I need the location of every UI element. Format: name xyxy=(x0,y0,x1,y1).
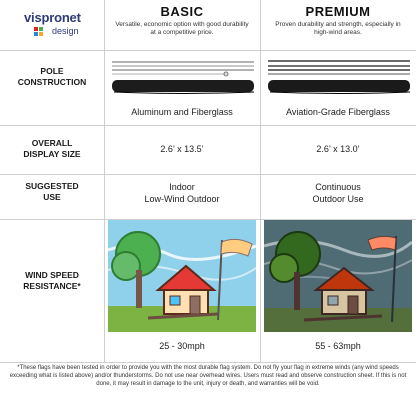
row-divider xyxy=(0,50,416,51)
basic-material: Aluminum and Fiberglass xyxy=(131,107,233,117)
label-line: SUGGESTED xyxy=(25,181,79,191)
basic-wind-speed: 25 - 30mph xyxy=(159,341,205,351)
basic-pole-kit-image xyxy=(108,56,256,96)
premium-use xyxy=(260,181,416,205)
row-divider xyxy=(0,362,416,363)
premium-material: Aviation-Grade Fiberglass xyxy=(286,107,390,117)
basic-title: BASIC xyxy=(160,4,204,19)
pole-construction-label xyxy=(0,66,104,88)
logo-squares-icon xyxy=(34,27,48,37)
basic-wind-illustration xyxy=(108,220,256,332)
wind-speed-label xyxy=(0,270,104,292)
premium-description: Proven durability and strength, especially in high-wind areas. xyxy=(275,21,401,36)
logo-wordmark: vispronet xyxy=(24,10,81,25)
basic-size: 2.6’ x 13.5’ xyxy=(160,144,204,154)
premium-wind-illustration xyxy=(264,220,412,332)
label-line: CONSTRUCTION xyxy=(17,77,87,87)
logo-subtitle: design xyxy=(52,26,79,36)
display-size-label xyxy=(0,138,104,160)
wind-disclaimer: *These flags have been tested in order to provide you with the most durable flag system. Do not fly your flag in extreme winds (any wind speeds exceeding what is listed above) and/or thunderstorms. Do not use near overhead wires. Users must read and observe construction sheet. If this is not done, it may result in damage to the unit, injury or death, and warranties will be void. xyxy=(9,365,407,387)
row-divider xyxy=(0,125,416,126)
label-line: RESISTANCE* xyxy=(23,281,81,291)
basic-description: Versatile, economic option with good durability at a competitive price. xyxy=(115,21,249,36)
label-line: OVERALL xyxy=(31,138,73,148)
use-line: Outdoor Use xyxy=(312,194,364,204)
label-line: POLE xyxy=(40,66,64,76)
use-line: Indoor xyxy=(169,182,195,192)
premium-size: 2.6’ x 13.0’ xyxy=(316,144,360,154)
premium-title: PREMIUM xyxy=(305,4,371,19)
premium-wind-speed: 55 - 63mph xyxy=(315,341,361,351)
label-line: WIND SPEED xyxy=(25,270,79,280)
row-divider xyxy=(0,174,416,175)
label-line: DISPLAY SIZE xyxy=(23,149,81,159)
label-line: USE xyxy=(43,192,61,202)
use-line: Low-Wind Outdoor xyxy=(144,194,220,204)
premium-pole-kit-image xyxy=(264,56,412,96)
basic-use xyxy=(104,181,260,205)
vispronet-logo xyxy=(8,6,100,50)
suggested-use-label xyxy=(0,181,104,203)
use-line: Continuous xyxy=(315,182,361,192)
